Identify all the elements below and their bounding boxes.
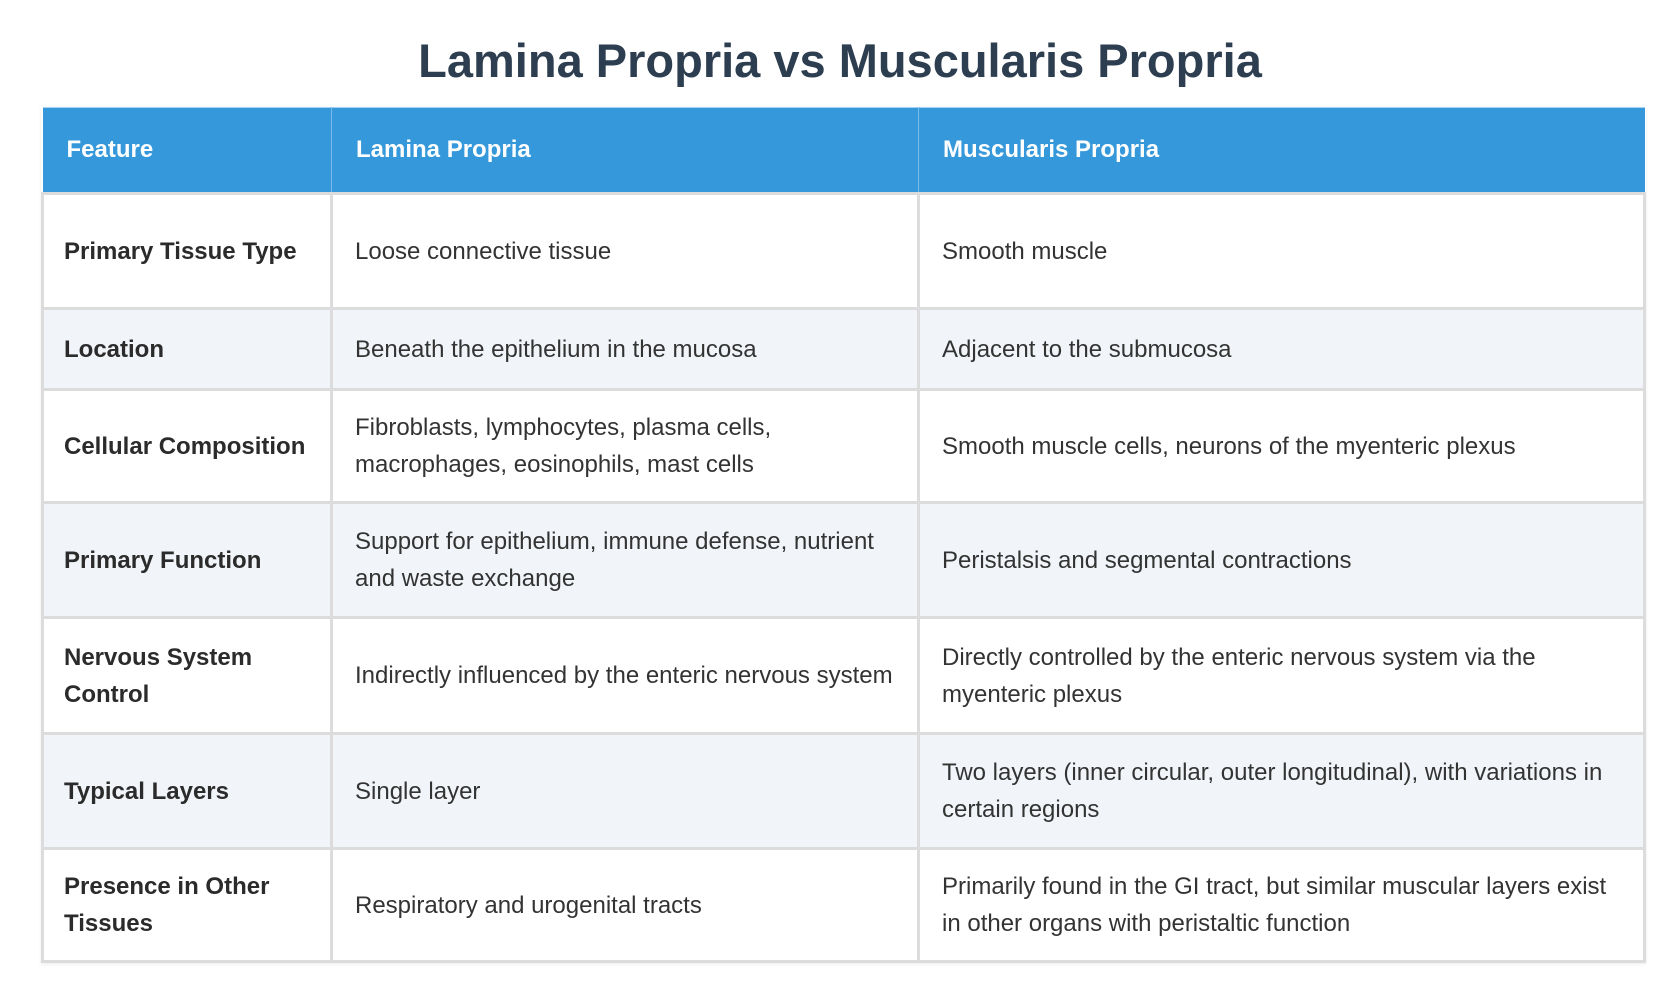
- header-lamina-propria: Lamina Propria: [332, 108, 919, 194]
- table-row: [43, 390, 1645, 503]
- header-muscularis-propria: Muscularis Propria: [919, 108, 1645, 194]
- feature-cell: Location: [43, 309, 332, 390]
- feature-cell: Primary Tissue Type: [43, 194, 332, 309]
- muscularis-propria-cell: Two layers (inner circular, outer longitudinal), with variations in certain regions: [919, 734, 1645, 849]
- table-row: [43, 194, 1645, 309]
- feature-cell: Primary Function: [43, 503, 332, 618]
- feature-cell: Cellular Composition: [43, 390, 332, 503]
- lamina-propria-cell: Beneath the epithelium in the mucosa: [332, 309, 919, 390]
- muscularis-propria-cell: Primarily found in the GI tract, but similar muscular layers exist in other organs with peristaltic function: [919, 849, 1645, 962]
- lamina-propria-cell: Respiratory and urogenital tracts: [332, 849, 919, 962]
- table-row: [43, 503, 1645, 618]
- table-row: [43, 849, 1645, 962]
- comparison-table: [41, 107, 1646, 963]
- lamina-propria-cell: Support for epithelium, immune defense, nutrient and waste exchange: [332, 503, 919, 618]
- lamina-propria-cell: Single layer: [332, 734, 919, 849]
- muscularis-propria-cell: Smooth muscle cells, neurons of the myenteric plexus: [919, 390, 1645, 503]
- feature-cell: Nervous System Control: [43, 618, 332, 734]
- table-row: [43, 734, 1645, 849]
- muscularis-propria-cell: Adjacent to the submucosa: [919, 309, 1645, 390]
- muscularis-propria-cell: Directly controlled by the enteric nervous system via the myenteric plexus: [919, 618, 1645, 734]
- header-feature: Feature: [43, 108, 332, 194]
- feature-cell: Presence in Other Tissues: [43, 849, 332, 962]
- lamina-propria-cell: Loose connective tissue: [332, 194, 919, 309]
- lamina-propria-cell: Indirectly influenced by the enteric nervous system: [332, 618, 919, 734]
- feature-cell: Typical Layers: [43, 734, 332, 849]
- muscularis-propria-cell: Peristalsis and segmental contractions: [919, 503, 1645, 618]
- muscularis-propria-cell: Smooth muscle: [919, 194, 1645, 309]
- table-header-row: [43, 108, 1645, 194]
- table-row: [43, 309, 1645, 390]
- lamina-propria-cell: Fibroblasts, lymphocytes, plasma cells, macrophages, eosinophils, mast cells: [332, 390, 919, 503]
- page-title: Lamina Propria vs Muscularis Propria: [418, 34, 1262, 87]
- table-row: [43, 618, 1645, 734]
